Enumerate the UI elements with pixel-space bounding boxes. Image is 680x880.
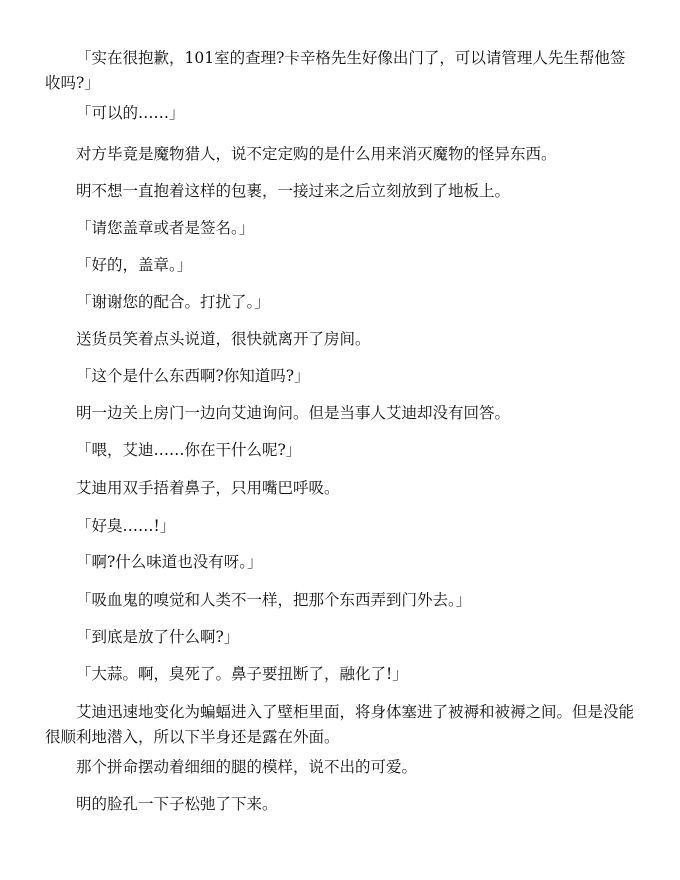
paragraph-13: 「好臭……!」 <box>76 517 176 535</box>
paragraph-16: 「到底是放了什么啊?」 <box>76 628 240 646</box>
paragraph-2: 「可以的……」 <box>76 104 185 122</box>
paragraph-5: 「请您盖章或者是签名。」 <box>76 219 255 237</box>
paragraph-6: 「好的，盖章。」 <box>76 256 193 274</box>
paragraph-8: 送货员笑着点头说道，很快就离开了房间。 <box>76 330 371 348</box>
paragraph-20: 明的脸孔一下子松弛了下来。 <box>76 795 278 813</box>
paragraph-7: 「谢谢您的配合。打扰了。」 <box>76 293 270 311</box>
paragraph-9: 「这个是什么东西啊?你知道吗?」 <box>76 367 310 385</box>
paragraph-19: 那个拼命摆动着细细的腿的模样，说不出的可爱。 <box>76 758 418 776</box>
paragraph-1: 「实在很抱歉，101室的查理?卡辛格先生好像出门了，可以请管理人先生帮他签收吗?」 <box>45 49 626 92</box>
paragraph-17: 「大蒜。啊，臭死了。鼻子要扭断了，融化了!」 <box>76 665 408 683</box>
paragraph-11: 「喂，艾迪……你在干什么呢?」 <box>76 441 302 459</box>
paragraph-10: 明一边关上房门一边向艾迪询问。但是当事人艾迪却没有回答。 <box>76 404 511 422</box>
paragraph-14: 「啊?什么味道也没有呀。」 <box>76 553 263 571</box>
paragraph-18: 艾迪迅速地变化为蝙蝠进入了壁柜里面，将身体塞进了被褥和被褥之间。但是没能很顺利地潜入，所以下半身还是露在外面。 <box>45 703 635 746</box>
paragraph-4: 明不想一直抱着这样的包裹，一接过来之后立刻放到了地板上。 <box>76 182 511 200</box>
paragraph-15: 「吸血鬼的嗅觉和人类不一样，把那个东西弄到门外去。」 <box>76 591 472 609</box>
paragraph-3: 对方毕竟是魔物猎人，说不定定购的是什么用来消灭魔物的怪异东西。 <box>76 145 557 163</box>
paragraph-12: 艾迪用双手捂着鼻子，只用嘴巴呼吸。 <box>76 479 340 497</box>
